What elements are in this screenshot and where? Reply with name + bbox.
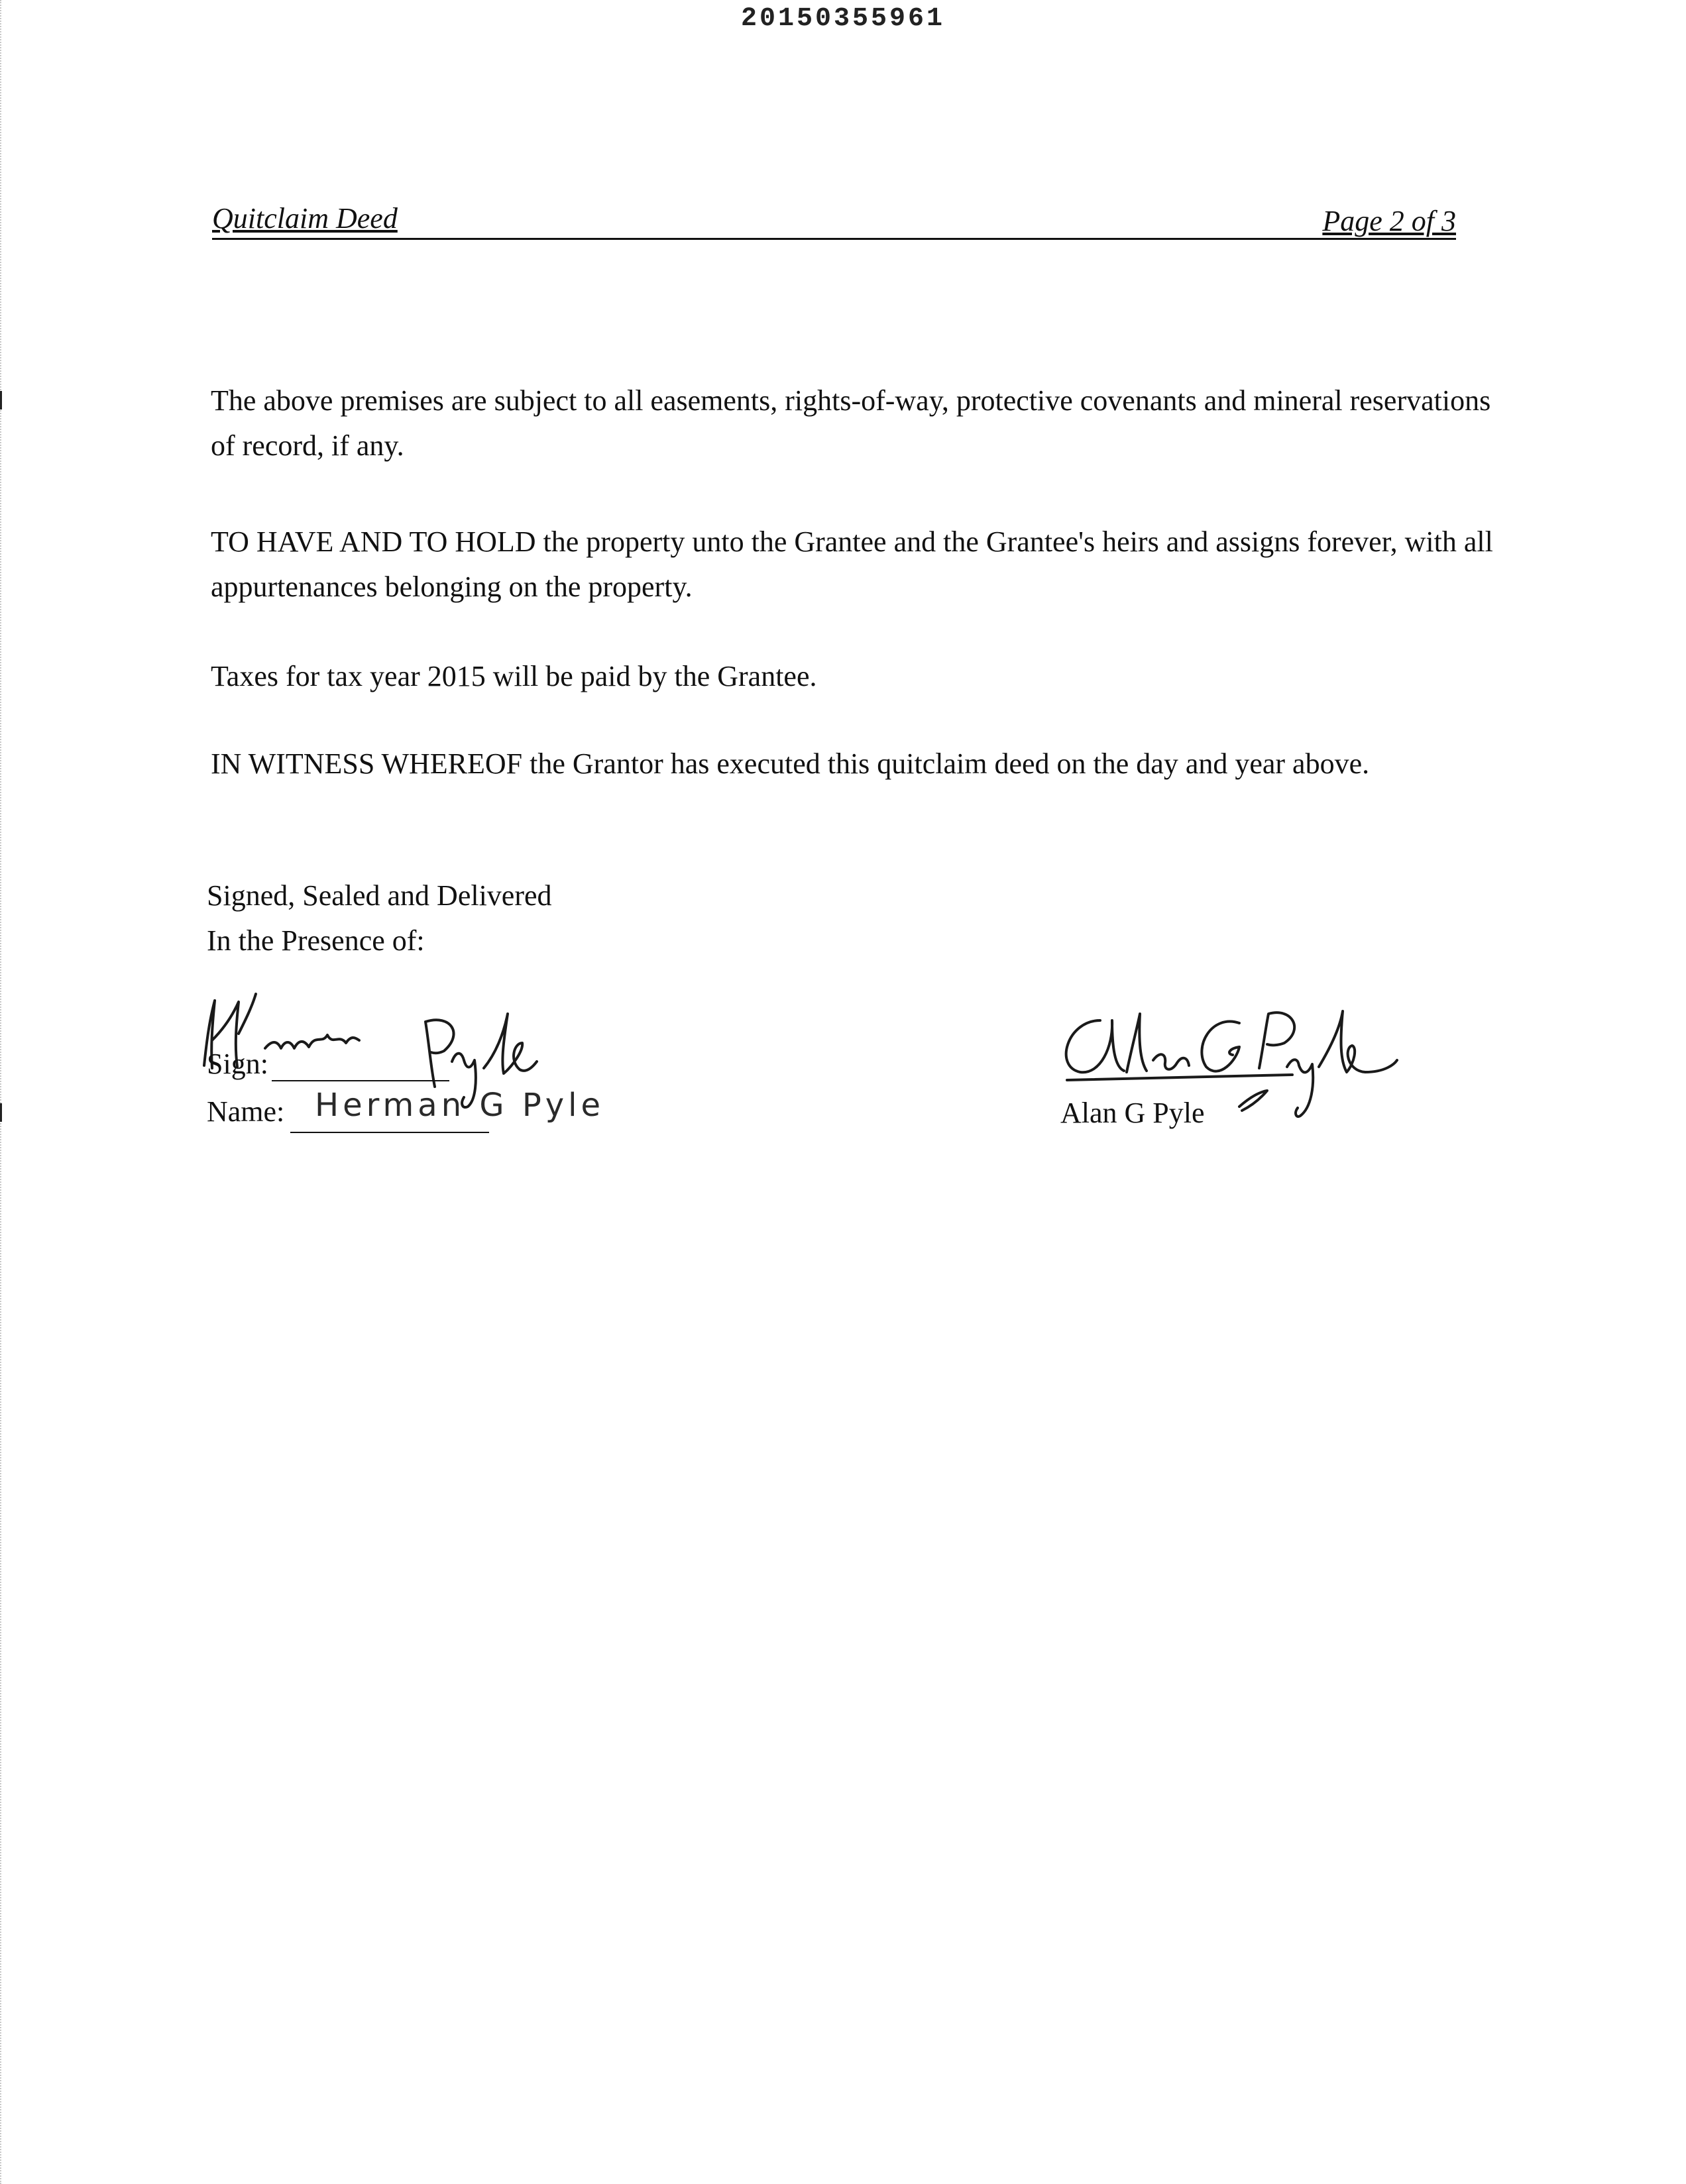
name-label: Name:: [207, 1095, 285, 1128]
scan-left-edge: [0, 0, 3, 2184]
sign-line: [272, 1080, 449, 1081]
name-line: [290, 1132, 489, 1133]
document-title: Quitclaim Deed: [212, 202, 398, 235]
presence-of: In the Presence of:: [207, 924, 425, 957]
scan-edge-mark: [0, 1103, 2, 1122]
paragraph-in-witness: IN WITNESS WHEREOF the Grantor has executed this quitclaim deed on the day and year above.: [211, 747, 1370, 780]
page-indicator: Page 2 of 3: [1322, 205, 1456, 237]
signed-sealed-delivered: Signed, Sealed and Delivered: [207, 879, 552, 912]
paragraph-taxes: Taxes for tax year 2015 will be paid by the Grantee.: [211, 660, 817, 692]
header-rule: [212, 238, 1456, 240]
scan-edge-mark: [0, 391, 2, 410]
sign-label: Sign:: [207, 1048, 268, 1080]
paragraph-easements: The above premises are subject to all easements, rights-of-way, protective covenants and mineral reservations of record, if any.: [211, 384, 1491, 462]
recording-number: 20150355961: [740, 4, 946, 34]
witness-printed-name: Herman G Pyle: [315, 1087, 605, 1124]
witness-block: [207, 873, 552, 963]
grantor-printed-name: Alan G Pyle: [1060, 1097, 1205, 1129]
paragraph-habendum: TO HAVE AND TO HOLD the property unto the Grantee and the Grantee's heirs and assigns forever, with all appurtenances belonging on the property.: [211, 525, 1493, 603]
